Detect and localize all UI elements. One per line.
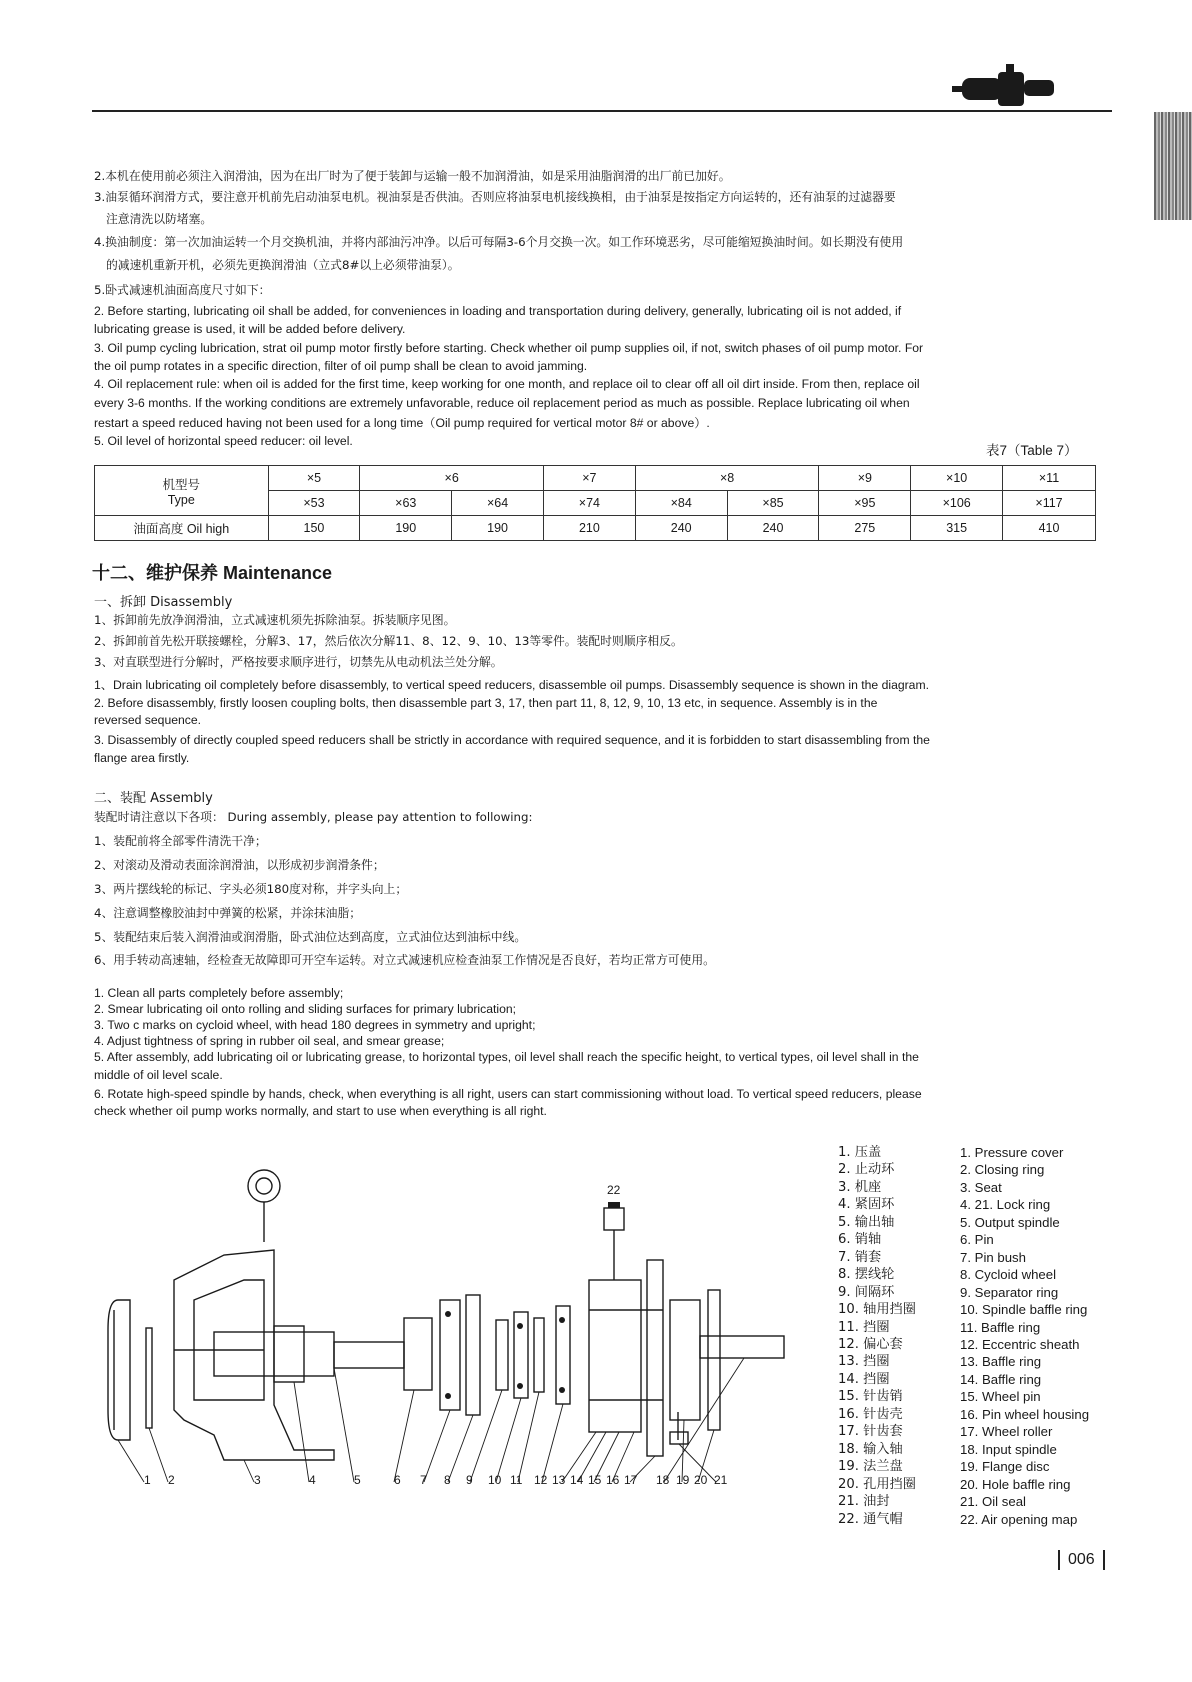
- oil-high-cell: 210: [543, 516, 635, 541]
- group-cell: ×8: [635, 466, 819, 491]
- part-en: 9. Separator ring: [960, 1284, 1059, 1300]
- oil-high-label: 油面高度 Oil high: [95, 516, 269, 541]
- note-en-2: 2. Before starting, lubricating oil shall be added, for conveniences in loading and transportation during delivery, generally, lubricating oil is not added, if: [94, 304, 902, 318]
- oil-high-cell: 190: [452, 516, 544, 541]
- assembly-intro: 装配时请注意以下各项： During assembly, please pay attention to following:: [94, 810, 533, 824]
- part-cn: 20. 孔用挡圈: [838, 1476, 916, 1492]
- callout: 7: [420, 1473, 427, 1487]
- assembly-cn-4: 4、注意调整橡胶油封中弹簧的松紧，并涂抹油脂；: [94, 906, 362, 920]
- oil-high-cell: 410: [1003, 516, 1096, 541]
- part-en: 10. Spindle baffle ring: [960, 1302, 1088, 1318]
- note-en-3-cont: the oil pump rotates in a specific direction, filter of oil pump shall be clean to avoid jamming.: [94, 359, 588, 373]
- assembly-en-5: 5. After assembly, add lubricating oil or lubricating grease, to horizontal types, oil level shall reach the specific height, to vertical types, oil level shall in the: [94, 1050, 919, 1064]
- part-en: 15. Wheel pin: [960, 1389, 1041, 1405]
- part-cn: 11. 挡圈: [838, 1319, 890, 1335]
- oil-high-cell: 150: [268, 516, 360, 541]
- oil-high-cell: 190: [360, 516, 452, 541]
- note-en-3: 3. Oil pump cycling lubrication, strat oil pump motor firstly before starting. Check whether oil pump supplies oil, if not, switch phases of oil pump motor. For: [94, 341, 924, 355]
- part-en: 11. Baffle ring: [960, 1319, 1041, 1335]
- page-number-bar-left: [1058, 1550, 1060, 1570]
- group-cell: ×11: [1003, 466, 1096, 491]
- part-cn: 3. 机座: [838, 1179, 882, 1195]
- assembly-en-1: 1. Clean all parts completely before assembly;: [94, 986, 344, 1000]
- part-cn: 22. 通气帽: [838, 1511, 903, 1527]
- model-cell: ×64: [452, 491, 544, 516]
- part-cn: 7. 销套: [838, 1249, 882, 1265]
- type-label-en: Type: [167, 492, 195, 507]
- note-cn-4: 4.换油制度：第一次加油运转一个月交换机油，并将内部油污冲净。以后可每隔3-6个月交换一次。如工作环境恶劣，尽可能缩短换油时间。如长期没有使用: [94, 235, 904, 249]
- part-en: 16. Pin wheel housing: [960, 1406, 1090, 1422]
- table-caption: 表7（Table 7）: [986, 443, 1078, 458]
- callout: 12: [534, 1473, 548, 1487]
- callout: 10: [488, 1473, 502, 1487]
- oil-high-cell: 275: [819, 516, 911, 541]
- note-en-4-cont2: restart a speed reduced having not been used for a long time（Oil pump required for vertical motor 8# or above）.: [94, 416, 710, 430]
- part-cn: 17. 针齿套: [838, 1424, 903, 1440]
- subsection-disassembly: 一、拆卸 Disassembly: [94, 595, 233, 610]
- part-en: 12. Eccentric sheath: [960, 1336, 1080, 1352]
- disassembly-cn-1: 1、拆卸前先放净润滑油，立式减速机须先拆除油泵。拆装顺序见图。: [94, 613, 456, 627]
- part-en: 4. 21. Lock ring: [960, 1197, 1051, 1213]
- part-en: 14. Baffle ring: [960, 1371, 1042, 1387]
- part-en: 18. Input spindle: [960, 1441, 1057, 1457]
- part-cn: 10. 轴用挡圈: [838, 1302, 916, 1318]
- part-cn: 9. 间隔环: [838, 1284, 895, 1300]
- assembly-en-6-cont: check whether oil pump works normally, and start to use when everything is all right.: [94, 1104, 547, 1118]
- parts-list-cn: [838, 1144, 916, 1528]
- note-cn-2: 2.本机在使用前必须注入润滑油，因为在出厂时为了便于装卸与运输一般不加润滑油，如是采用油脂润滑的出厂前已加好。: [94, 169, 731, 183]
- group-cell: ×6: [360, 466, 544, 491]
- part-cn: 4. 紧固环: [838, 1197, 895, 1213]
- callout: 1: [144, 1473, 151, 1487]
- part-en: 13. Baffle ring: [960, 1354, 1042, 1370]
- callout-22: 22: [607, 1183, 621, 1197]
- part-cn: 6. 销轴: [838, 1232, 882, 1248]
- assembly-cn-2: 2、对滚动及滑动表面涂润滑油，以形成初步润滑条件；: [94, 858, 385, 872]
- model-cell: ×95: [819, 491, 911, 516]
- assembly-cn-1: 1、装配前将全部零件清洗干净；: [94, 834, 267, 848]
- assembly-en-2: 2. Smear lubricating oil onto rolling and sliding surfaces for primary lubrication;: [94, 1002, 517, 1016]
- note-cn-3-cont: 注意清洗以防堵塞。: [106, 212, 213, 226]
- part-cn: 1. 压盖: [838, 1145, 882, 1160]
- group-cell: ×5: [268, 466, 360, 491]
- type-header-cell: [95, 466, 269, 516]
- part-cn: 2. 止动环: [838, 1162, 895, 1178]
- note-en-4: 4. Oil replacement rule: when oil is added for the first time, keep working for one month, and replace oil to clear off all oil dirt inside. From then, replace oil: [94, 377, 920, 391]
- part-en: 22. Air opening map: [960, 1511, 1078, 1527]
- part-cn: 21. 油封: [838, 1494, 890, 1510]
- model-cell: ×106: [911, 491, 1003, 516]
- callout: 15: [588, 1473, 602, 1487]
- model-cell: ×117: [1003, 491, 1096, 516]
- disassembly-cn-3: 3、对直联型进行分解时，严格按要求顺序进行，切禁先从电动机法兰处分解。: [94, 655, 503, 669]
- part-cn: 8. 摆线轮: [838, 1267, 895, 1283]
- page-number-text: 006: [1068, 1551, 1095, 1569]
- part-cn: 16. 针齿壳: [838, 1406, 903, 1422]
- model-cell: ×53: [268, 491, 360, 516]
- part-en: 20. Hole baffle ring: [960, 1476, 1071, 1492]
- note-cn-4-cont: 的减速机重新开机，必须先更换润滑油（立式8#以上必须带油泵）。: [106, 258, 460, 272]
- part-en: 7. Pin bush: [960, 1249, 1026, 1265]
- note-cn-3: 3.油泵循环润滑方式，要注意开机前先启动油泵电机。视油泵是否供油。否则应将油泵电机接线换相，由于油泵是按指定方向运转的，还有油泵的过滤器要: [94, 190, 896, 204]
- model-cell: ×84: [635, 491, 727, 516]
- page-edge-tab: [1154, 112, 1192, 220]
- assembly-cn-3: 3、两片摆线轮的标记、字头必须180度对称，并字头向上；: [94, 882, 408, 896]
- part-en: 8. Cycloid wheel: [960, 1267, 1057, 1283]
- disassembly-cn-2: 2、拆卸前首先松开联接螺栓，分解3、17，然后依次分解11、8、12、9、10、13等零件。装配时则顺序相反。: [94, 634, 683, 648]
- note-en-4-cont: every 3-6 months. If the working conditions are extremely unfavorable, reduce oil replacement period as much as possible. Replace lubricating oil when: [94, 396, 910, 410]
- disassembly-en-1: 1、Drain lubricating oil completely before disassembly, to vertical speed reducers, disassemble oil pumps. Disassembly sequence is shown in the diagram.: [94, 678, 930, 692]
- part-en: 21. Oil seal: [960, 1494, 1026, 1510]
- disassembly-en-2-cont: reversed sequence.: [94, 713, 202, 727]
- part-en: 6. Pin: [960, 1232, 994, 1248]
- callout: 9: [466, 1473, 473, 1487]
- oil-high-cell: 315: [911, 516, 1003, 541]
- callout: 21: [714, 1473, 728, 1487]
- exploded-assembly-diagram: [104, 1150, 794, 1490]
- assembly-cn-6: 6、用手转动高速轴，经检查无故障即可开空车运转。对立式减速机应检查油泵工作情况是否良好，若均正常方可使用。: [94, 953, 715, 967]
- section-title-maintenance: 十二、维护保养 Maintenance: [92, 563, 333, 583]
- part-cn: 19. 法兰盘: [838, 1459, 903, 1475]
- assembly-en-3: 3. Two c marks on cycloid wheel, with head 180 degrees in symmetry and upright;: [94, 1018, 536, 1032]
- oil-level-table: [94, 465, 1096, 541]
- part-en: 5. Output spindle: [960, 1214, 1060, 1230]
- callout: 4: [309, 1473, 316, 1487]
- part-cn: 15. 针齿销: [838, 1389, 903, 1405]
- disassembly-en-3: 3. Disassembly of directly coupled speed reducers shall be strictly in accordance with required sequence, and it is forbidden to start disassembling from the: [94, 733, 930, 747]
- disassembly-en-2: 2. Before disassembly, firstly loosen coupling bolts, then disassemble part 3, 17, then part 11, 8, 12, 9, 10, 13 etc, in sequence. Assembly is in the: [94, 696, 878, 710]
- part-cn: 12. 偏心套: [838, 1336, 903, 1352]
- assembly-cn-5: 5、装配结束后装入润滑油或润滑脂，卧式油位达到高度，立式油位达到油标中线。: [94, 930, 527, 944]
- part-en: 17. Wheel roller: [960, 1424, 1053, 1440]
- callout: 16: [606, 1473, 620, 1487]
- assembly-en-5-cont: middle of oil level scale.: [94, 1068, 223, 1082]
- parts-list-en: [960, 1144, 1089, 1528]
- part-cn: 5. 输出轴: [838, 1214, 895, 1230]
- callout: 19: [676, 1473, 690, 1487]
- callout: 3: [254, 1473, 261, 1487]
- callout: 5: [354, 1473, 361, 1487]
- callout: 20: [694, 1473, 708, 1487]
- part-cn: 14. 挡圈: [838, 1371, 890, 1387]
- part-en: 2. Closing ring: [960, 1162, 1045, 1178]
- assembly-en-6: 6. Rotate high-speed spindle by hands, check, when everything is all right, users can start commissioning without load. To vertical speed reducers, please: [94, 1087, 922, 1101]
- type-label-cn: 机型号: [162, 477, 201, 492]
- part-en: 19. Flange disc: [960, 1459, 1050, 1475]
- page-number-bar-right: [1103, 1550, 1105, 1570]
- part-en: 3. Seat: [960, 1179, 1002, 1195]
- note-cn-5: 5.卧式减速机油面高度尺寸如下：: [94, 283, 271, 297]
- note-en-5: 5. Oil level of horizontal speed reducer: oil level.: [94, 434, 353, 448]
- model-cell: ×63: [360, 491, 452, 516]
- callout: 13: [552, 1473, 566, 1487]
- callout: 14: [570, 1473, 584, 1487]
- model-cell: ×85: [727, 491, 819, 516]
- callout: 6: [394, 1473, 401, 1487]
- part-en: 1. Pressure cover: [960, 1145, 1064, 1160]
- oil-high-cell: 240: [635, 516, 727, 541]
- group-cell: ×10: [911, 466, 1003, 491]
- subsection-assembly: 二、装配 Assembly: [94, 791, 213, 806]
- disassembly-en-3-cont: flange area firstly.: [94, 751, 190, 765]
- callout: 2: [168, 1473, 175, 1487]
- callout: 17: [624, 1473, 638, 1487]
- assembly-en-4: 4. Adjust tightness of spring in rubber oil seal, and smear grease;: [94, 1034, 445, 1048]
- note-en-2-cont: lubricating grease is used, it will be added before delivery.: [94, 322, 406, 336]
- callout: 18: [656, 1473, 670, 1487]
- header-rule: [92, 110, 1112, 112]
- page-number: [1050, 1550, 1113, 1570]
- part-cn: 13. 挡圈: [838, 1354, 890, 1370]
- callout: 11: [510, 1473, 523, 1487]
- model-cell: ×74: [543, 491, 635, 516]
- gear-reducer-logo-icon: [952, 62, 1060, 110]
- group-cell: ×9: [819, 466, 911, 491]
- oil-high-cell: 240: [727, 516, 819, 541]
- group-cell: ×7: [543, 466, 635, 491]
- callout: 8: [444, 1473, 451, 1487]
- part-cn: 18. 输入轴: [838, 1441, 903, 1457]
